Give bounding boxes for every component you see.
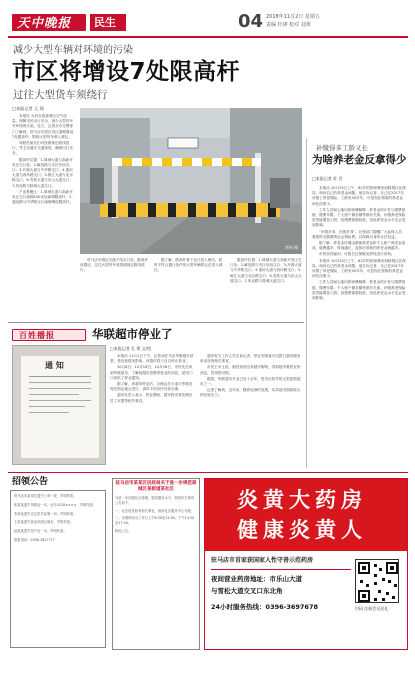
masthead [8, 8, 408, 36]
qr-caption: 扫码 注册会员送礼 [355, 606, 389, 611]
ad-banner [205, 479, 408, 551]
lead-column-1: 本报讯 为切实改善城区空气质量，保障市民出行安全，减少大型货车对环境的污染。近日，记者从市交警部门了解到，驻马店市将在市区道路增设7处限高杆，限制大型货车驶入城区。 驾驶员朋友们可按照规定路线绕行，并主动遵守交通规则，确保出行安全。 限高杆位置：1.驿城大道与高新开发区交口处；2.解放路与市区东西交口；3.开源大道与中华路交口；4.淮河大道与西环路交口；5.练江大道与北京路交口；6.雪松大道与乐山大道交口；7.风光路与驿城大道交口。 产业集聚区：1.驿城大道与高新开发区交口南侧100米处新增限高杆；2.通达路与中华路交口南侧增设限高杆。 [12, 114, 74, 205]
lead-headline: 市区将增设7处限高杆 [12, 59, 241, 85]
promo-title: 驻马店市某某区民政局关于进一步规范驿城区某街道某社区 [115, 481, 197, 492]
pharmacy-ad [204, 478, 408, 650]
side-headline: 为啥养老金反拿得少 [312, 154, 407, 166]
stores-column-2: 超市有关工作人员告诉记者，停业后顾客可以拨打超市服务电话咨询相关事宜。 市民王女士说，她经常到这家超市购物，得知超市要停业的消息，觉得很可惜。 据悉，华联超市开业已经十余年，是市区较早的大型连锁超市之一。 记者了解到，近年来，随着电商的发展，实体超市面临较大的经营压力。 [200, 354, 301, 398]
stores-column-1: 本报讯 11月1日下午，记者从驻马店华联超市获悉，受经营情况影响，该超市将于近日停止营业。 10月8日、10月16日、10月16日，市民先后来到华联超市，了解到超市将暂停营业的消息，超市门口张贴了停业通知。 据了解，该超市停业后，办理会员卡退卡等事宜将在指定地点进行，请持卡的市民尽快办理。 超市负责人表示，停业期间，超市将妥善处理好员工安置等相关事宜。 [110, 354, 194, 403]
lead-kicker: 减少大型车辆对环境的污染 [13, 45, 133, 56]
announcements-box [10, 490, 106, 648]
editors: 责编 杜锋 校对 刘黄 [266, 22, 311, 28]
stores-headline: 华联超市停业了 [92, 327, 173, 341]
stores-byline: □本报记者 孔 霄 文/图 [110, 346, 151, 351]
ad-subtitle: 驻马店市首家获国家人性守善示范药房 [211, 557, 314, 564]
promo-box: 驻马店市某某区民政局关于进一步规范驿城区某街道某社区 为进一步加强社区管理，提高服务水平，现将有关事项公告如下。 一、社区居民如有相关事宜，请到社区服务中心办理。 二、办理时间为工作日上午8:30至12:00，下午14:30至17:30。 特此公告。 [112, 478, 200, 650]
photo-caption: 李伟 摄 [284, 245, 298, 250]
side-body: 本报讯 10月23日上午，62岁的张师傅来到驿城区社保局，询问自己的养老金问题。他告诉记者，自己在2017年补缴了养老保险，工龄有30多年，可是现在领取的养老金却比同事少。 工作人员耐心地向张师傅解释：养老金的计发与缴费基数、缴费年限、个人账户储存额等都有关系。补缴养老保险虽然能增加工龄，但缴费基数较低，因此养老金水平也会受到影响。 “多缴多得、长缴多得”。社保部门提醒广大参保人员，要按时足额缴纳社会保险费，以保障自身的合法权益。 据了解，养老金待遇由基础养老金和个人账户养老金组成，缴费越多、时间越长，退休后领取的养老金就越多。 市民如有疑问，可拨打社保服务热线进行咨询。 本报讯 10月23日上午，62岁的张师傅来到驿城区社保局，询问自己的养老金问题。他告诉记者，自己在2017年补缴了养老保险，工龄有30多年，可是现在领取的养老金却比同事少。 工作人员耐心地向张师傅解释：养老金的计发与缴费基数、缴费年限、个人账户储存额等都有关系。补缴养老保险虽然能增加工龄，但缴费基数较低，因此养老金水平也会受到影响。 [312, 186, 406, 301]
stores-logo: 百姓播报 [12, 329, 86, 341]
height-barrier-photo [80, 108, 302, 254]
announcements-title: 招领公告 [12, 477, 49, 487]
lead-subhead: 过往大型货车须绕行 [13, 89, 108, 101]
ad-address-2: 与雪松大道交叉口东北角 [211, 587, 283, 595]
issue-date: 2018年11月2日 星期五 [266, 14, 320, 20]
qr-code-icon [355, 559, 399, 603]
brand-logo [12, 14, 86, 31]
lead-column-3: 据了解，限高杆将于近日投入使用，届时不符合通行条件的大型车辆将无法进入城区。 [154, 258, 223, 273]
announcement-item: 赵某某遗失房产证一本，声明作废。 [14, 529, 67, 534]
ad-hotline: 24小时服务热线：0396-3697678 [211, 603, 318, 611]
lead-column-2: 驻马店市城区交通干线交口处，限高杆设置后，过往大型货车须按照指定路线绕行。 [80, 258, 149, 273]
ad-slogan-1: 炎黄大药房 [237, 488, 367, 512]
side-byline: □本报记者 苏 君 [312, 176, 343, 181]
announcement-item: 李某某遗失出生医学证明一份，声明作废。 [14, 511, 77, 516]
announcement-item: 张某某遗失驾驶证一本，证号4128××××，声明作废。 [14, 502, 97, 507]
notice-paper [21, 356, 99, 458]
announcement-item: 驻马店市某单位遗失公章一枚，声明作废。 [14, 494, 77, 498]
lead-column-4: 限高杆位置：1.驿城大道与高新开发区交口处；2.解放路与市区东西交口；3.开源大道与中华路交口；4.淮河大道与西环路交口；5.练江大道与北京路交口；6.雪松大道与乐山大道交口；7.风光路与驿城大道交口。 [230, 258, 302, 283]
side-kicker: 补缴得多工龄又长 [316, 144, 368, 152]
lead-byline: □本报记者 王 翔 [12, 106, 44, 111]
brand-name: 天中晚报 [17, 15, 72, 30]
lead-photo [80, 108, 302, 254]
ad-slogan-2: 健康炎黄人 [237, 518, 367, 542]
ad-divider [211, 569, 351, 570]
notice-photo [12, 345, 106, 465]
announcement-item: 联系电话：0396-2827777 [14, 537, 55, 542]
announcement-item: 王某某遗失营业执照正副本，声明作废。 [14, 520, 74, 525]
section-label: 民生 [90, 14, 126, 31]
page-number: 04 [238, 11, 264, 32]
notice-title: 通 知 [45, 361, 64, 370]
qr-pattern [356, 560, 400, 604]
ad-address-1: 夜间营业药房地址：市乐山大道 [211, 575, 302, 583]
